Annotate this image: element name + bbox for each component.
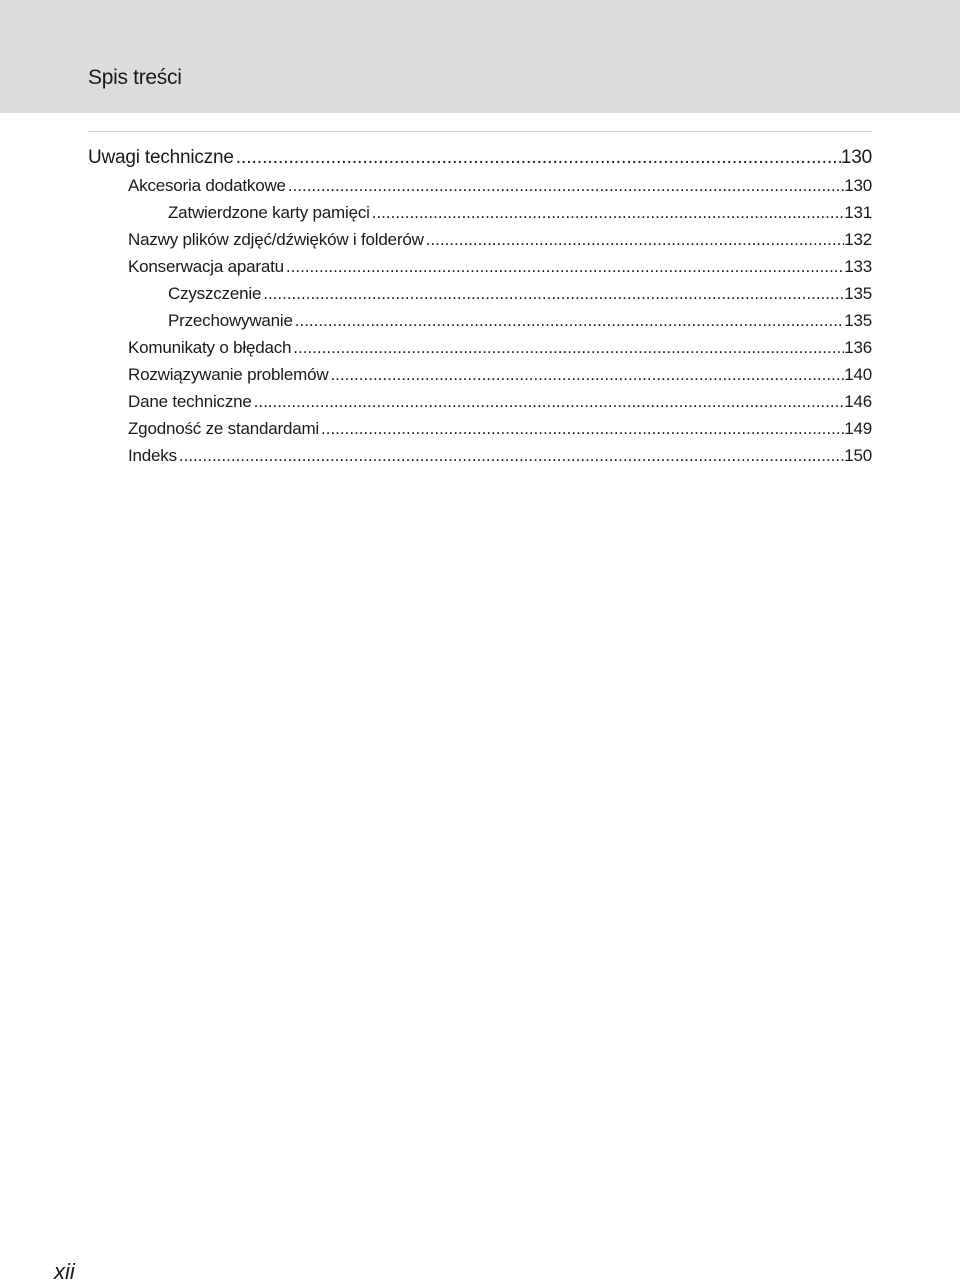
- toc-entry-title: Dane techniczne: [128, 392, 252, 411]
- toc-entry-title: Akcesoria dodatkowe: [128, 176, 286, 195]
- toc-entry-page: 149: [844, 419, 872, 438]
- toc-dot-leader: [252, 388, 845, 415]
- toc-entry-title: Indeks: [128, 446, 177, 465]
- toc-entry-page: 130: [844, 176, 872, 195]
- page-number: xii: [54, 1259, 75, 1284]
- toc-dot-leader: [293, 307, 844, 334]
- toc-entry[interactable]: [88, 307, 872, 334]
- toc-entry-title: Przechowywanie: [168, 311, 293, 330]
- toc-entry[interactable]: [88, 361, 872, 388]
- toc-dot-leader: [234, 144, 841, 172]
- toc-entry-title: Nazwy plików zdjęć/dźwięków i folderów: [128, 230, 424, 249]
- toc-dot-leader: [424, 226, 845, 253]
- toc-entry-page: 135: [844, 284, 872, 303]
- toc-entry-title: Zgodność ze standardami: [128, 419, 320, 438]
- toc-entry[interactable]: [88, 415, 872, 442]
- toc-entry[interactable]: [88, 199, 872, 226]
- toc-dot-leader: [284, 253, 844, 280]
- toc-entry-page: 135: [844, 311, 872, 330]
- toc-entry-page: 130: [840, 147, 872, 168]
- toc-dot-leader: [286, 172, 844, 199]
- toc-entry-title: Uwagi techniczne: [88, 147, 234, 168]
- toc-entry-title: Konserwacja aparatu: [128, 257, 284, 276]
- toc-entry[interactable]: [88, 172, 872, 199]
- page-title: Spis treści: [88, 66, 182, 89]
- toc-entry[interactable]: [88, 253, 872, 280]
- toc-dot-leader: [328, 361, 844, 388]
- header-divider: [88, 131, 872, 132]
- toc-entry-page: 132: [844, 230, 872, 249]
- header-band: [0, 0, 960, 113]
- toc-entry-page: 131: [844, 203, 872, 222]
- toc-dot-leader: [261, 280, 844, 307]
- toc-entry[interactable]: [88, 280, 872, 307]
- toc-entry[interactable]: [88, 442, 872, 469]
- toc-entry[interactable]: [88, 226, 872, 253]
- toc-entry-page: 133: [844, 257, 872, 276]
- toc-entry-page: 150: [844, 446, 872, 465]
- toc-dot-leader: [319, 415, 844, 442]
- toc-entry-title: Rozwiązywanie problemów: [128, 365, 329, 384]
- table-of-contents: [88, 144, 872, 469]
- toc-dot-leader: [291, 334, 844, 361]
- toc-entry-title: Czyszczenie: [168, 284, 262, 303]
- toc-entry-title: Zatwierdzone karty pamięci: [168, 203, 370, 222]
- toc-entry-page: 136: [844, 338, 872, 357]
- toc-entry-page: 146: [844, 392, 872, 411]
- toc-dot-leader: [370, 199, 845, 226]
- toc-entry[interactable]: [88, 388, 872, 415]
- toc-entry-page: 140: [844, 365, 872, 384]
- toc-entry[interactable]: [88, 334, 872, 361]
- toc-entry[interactable]: [88, 144, 872, 172]
- toc-dot-leader: [177, 442, 844, 469]
- toc-entry-title: Komunikaty o błędach: [128, 338, 292, 357]
